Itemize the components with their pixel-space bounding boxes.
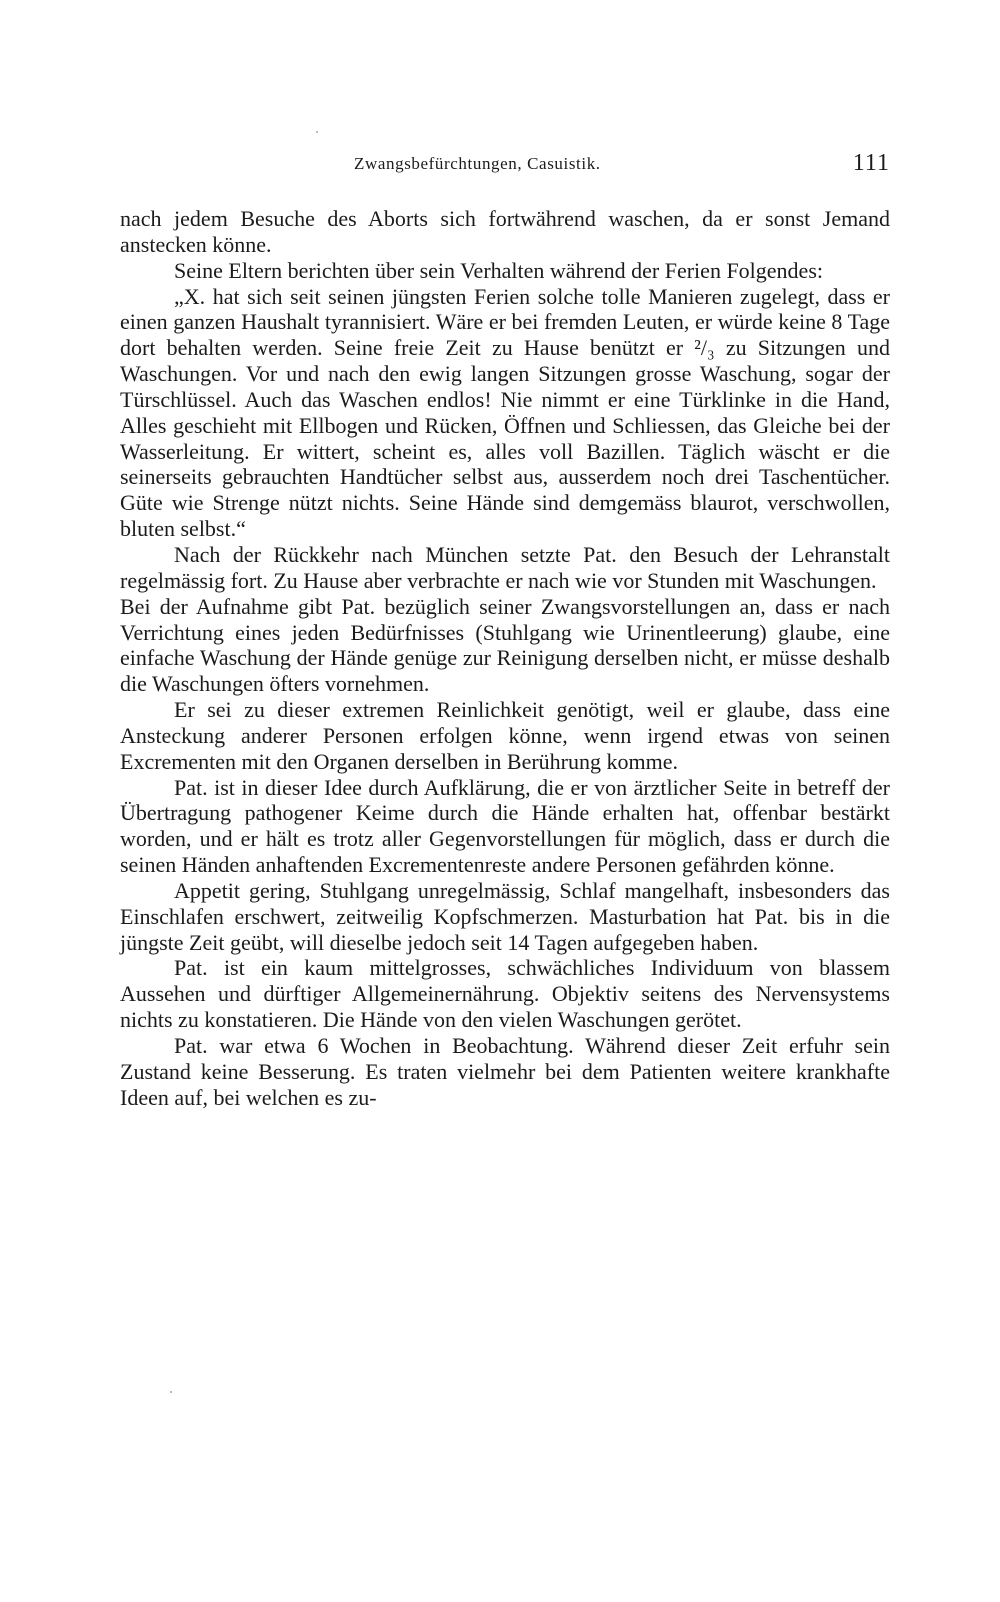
paragraph: Nach der Rückkehr nach München setzte Pat. den Besuch der Lehranstalt regelmässig fort. Zu Hause aber verbrachte er nach wie vor Stunden mit Waschungen. xyxy=(120,541,890,593)
running-head: Zwangsbefürchtungen, Casuistik. xyxy=(354,154,601,173)
paragraph: Seine Eltern berichten über sein Verhalten während der Ferien Folgendes: xyxy=(174,257,823,283)
paragraph: Pat. ist in dieser Idee durch Aufklärung, die er von ärztlicher Seite in betreff der Übertragung pathogener Keime durch die Hände erhalten hat, offenbar bestärkt worden, und er hält es trotz aller Gegenvorstellungen für möglich, dass er durch die seinen Händen anhaftenden Excrementenreste andere Personen gefährden könne. xyxy=(120,774,890,878)
scan-speck xyxy=(170,1391,172,1393)
scan-speck xyxy=(316,131,318,133)
body-text xyxy=(120,206,890,1111)
paragraph: nach jedem Besuche des Aborts sich fortwährend waschen, da er sonst Jemand anstecken könne. xyxy=(120,206,890,257)
page-header xyxy=(118,150,890,186)
paragraph: Appetit gering, Stuhlgang unregelmässig, Schlaf mangelhaft, insbesonders das Einschlafen erschwert, zeitweilig Kopfschmerzen. Masturbation hat Pat. bis in die jüngste Zeit geübt, will dieselbe jedoch seit 14 Tagen aufgegeben haben. xyxy=(120,877,890,955)
paragraph: Er sei zu dieser extremen Reinlichkeit genötigt, weil er glaube, dass eine Ansteckung anderer Personen erfolgen könne, wenn irgend etwas von seinen Excrementen mit den Organen derselben in Berührung komme. xyxy=(120,697,890,774)
paragraph: Bei der Aufnahme gibt Pat. bezüglich seiner Zwangsvorstellungen an, dass er nach Verrichtung eines jeden Bedürfnisses (Stuhlgang wie Urinentleerung) glaube, eine einfache Waschung der Hände genüge zur Reinigung derselben nicht, er müsse deshalb die Waschungen öfters vornehmen. xyxy=(120,593,890,697)
page-number: 111 xyxy=(852,150,890,176)
paragraph: „X. hat sich seit seinen jüngsten Ferien solche tolle Manieren zugelegt, dass er einen ganzen Haushalt tyrannisiert. Wäre er bei fremden Leuten, er würde keine 8 Tage dort behalten werden. Seine freie Zeit zu Hause benützt er ²/₃ zu Sitzungen und Waschungen. Vor und nach den ewig langen Sitzungen grosse Waschung, sogar der Türschlüssel. Auch das Waschen endlos! Nie nimmt er eine Türklinke in die Hand, Alles geschieht mit Ellbogen und Rücken, Öffnen und Schliessen, das Gleiche bei der Wasserleitung. Er wittert, scheint es, alles voll Bazillen. Täglich wäscht er die seinerseits gebrauchten Handtücher selbst aus, ausserdem noch drei Taschentücher. Güte wie Strenge nützt nichts. Seine Hände sind demgemäss blaurot, verschwollen, bluten selbst.“ xyxy=(120,283,890,542)
paragraph: Pat. war etwa 6 Wochen in Beobachtung. Während dieser Zeit erfuhr sein Zustand keine Besserung. Es traten vielmehr bei dem Patienten weitere krankhafte Ideen auf, bei welchen es zu- xyxy=(120,1033,890,1110)
paragraph: Pat. ist ein kaum mittelgrosses, schwächliches Individuum von blassem Aussehen und dürftiger Allgemeinernährung. Objektiv seitens des Nervensystems nichts zu konstatieren. Die Hände von den vielen Waschungen gerötet. xyxy=(120,955,890,1033)
